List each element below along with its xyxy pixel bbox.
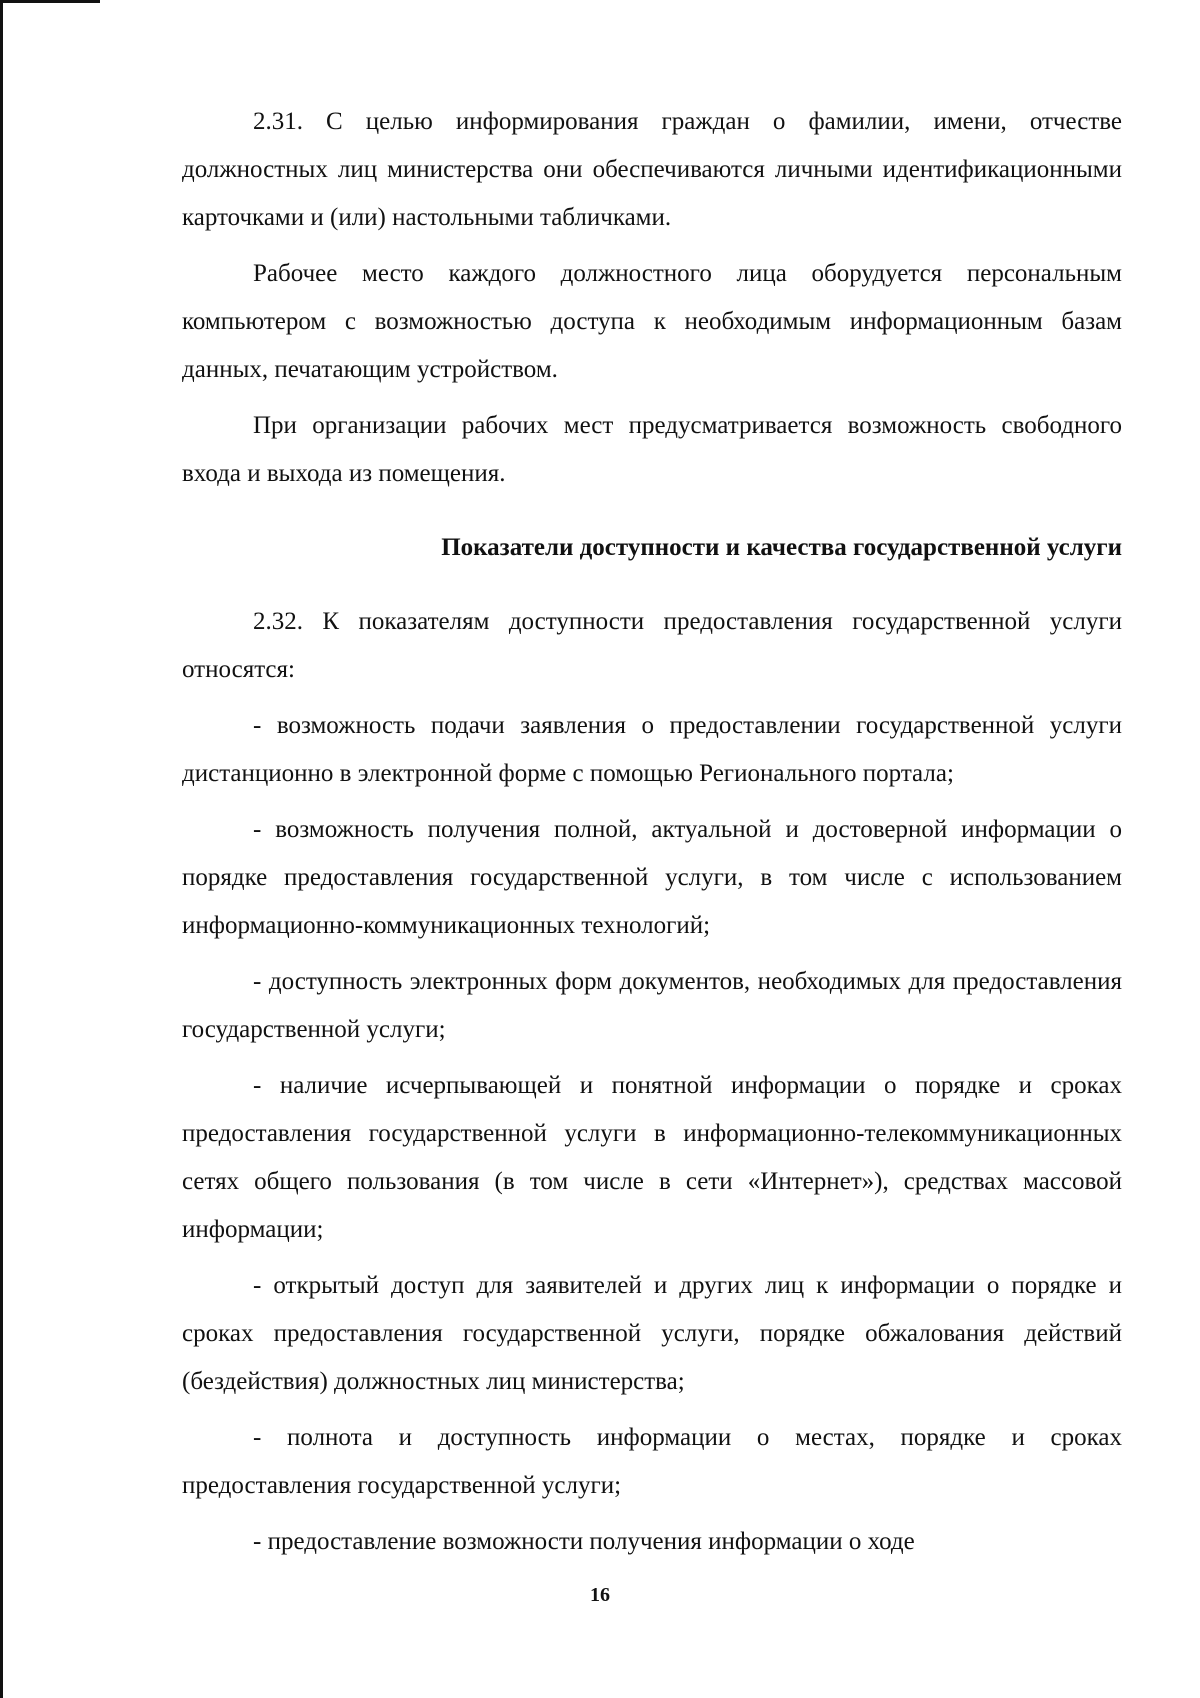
- list-item: - возможность получения полной, актуальной и достоверной информации о порядке предоставления государственной услуги, в том числе с использованием информационно-коммуникационных технологий;: [182, 816, 1122, 939]
- scan-edge-left: [0, 0, 3, 1698]
- page-number: 16: [590, 1584, 610, 1606]
- section-heading: Показатели доступности и качества государственной услуги: [441, 534, 1122, 561]
- paragraph-2-31: 2.31. С целью информирования граждан о фамилии, имени, отчестве должностных лиц министерства они обеспечиваются личными идентификационными карточками и (или) настольными табличками.: [182, 108, 1122, 231]
- paragraph-workplace: Рабочее место каждого должностного лица оборудуется персональным компьютером с возможностью доступа к необходимым информационным базам данных, печатающим устройством.: [182, 260, 1122, 383]
- list-item: - возможность подачи заявления о предоставлении государственной услуги дистанционно в электронной форме с помощью Регионального портала;: [182, 712, 1122, 787]
- paragraph-workplace-organization: При организации рабочих мест предусматривается возможность свободного входа и выхода из помещения.: [182, 412, 1122, 487]
- list-item: - доступность электронных форм документов, необходимых для предоставления государственной услуги;: [182, 968, 1122, 1043]
- list-item: - наличие исчерпывающей и понятной информации о порядке и сроках предоставления государственной услуги в информационно-телекоммуникационных сетях общего пользования (в том числе в сети «Интернет»), средствах массовой информации;: [182, 1072, 1122, 1243]
- document-body: [182, 98, 1122, 1574]
- scan-edge-top: [0, 0, 100, 3]
- paragraph-2-32: 2.32. К показателям доступности предоставления государственной услуги относятся:: [182, 608, 1122, 683]
- list-item: - открытый доступ для заявителей и других лиц к информации о порядке и сроках предоставления государственной услуги, порядке обжалования действий (бездействия) должностных лиц министерства;: [182, 1272, 1122, 1395]
- list-item: - полнота и доступность информации о местах, порядке и сроках предоставления государственной услуги;: [182, 1424, 1122, 1499]
- list-item: - предоставление возможности получения информации о ходе: [253, 1528, 915, 1555]
